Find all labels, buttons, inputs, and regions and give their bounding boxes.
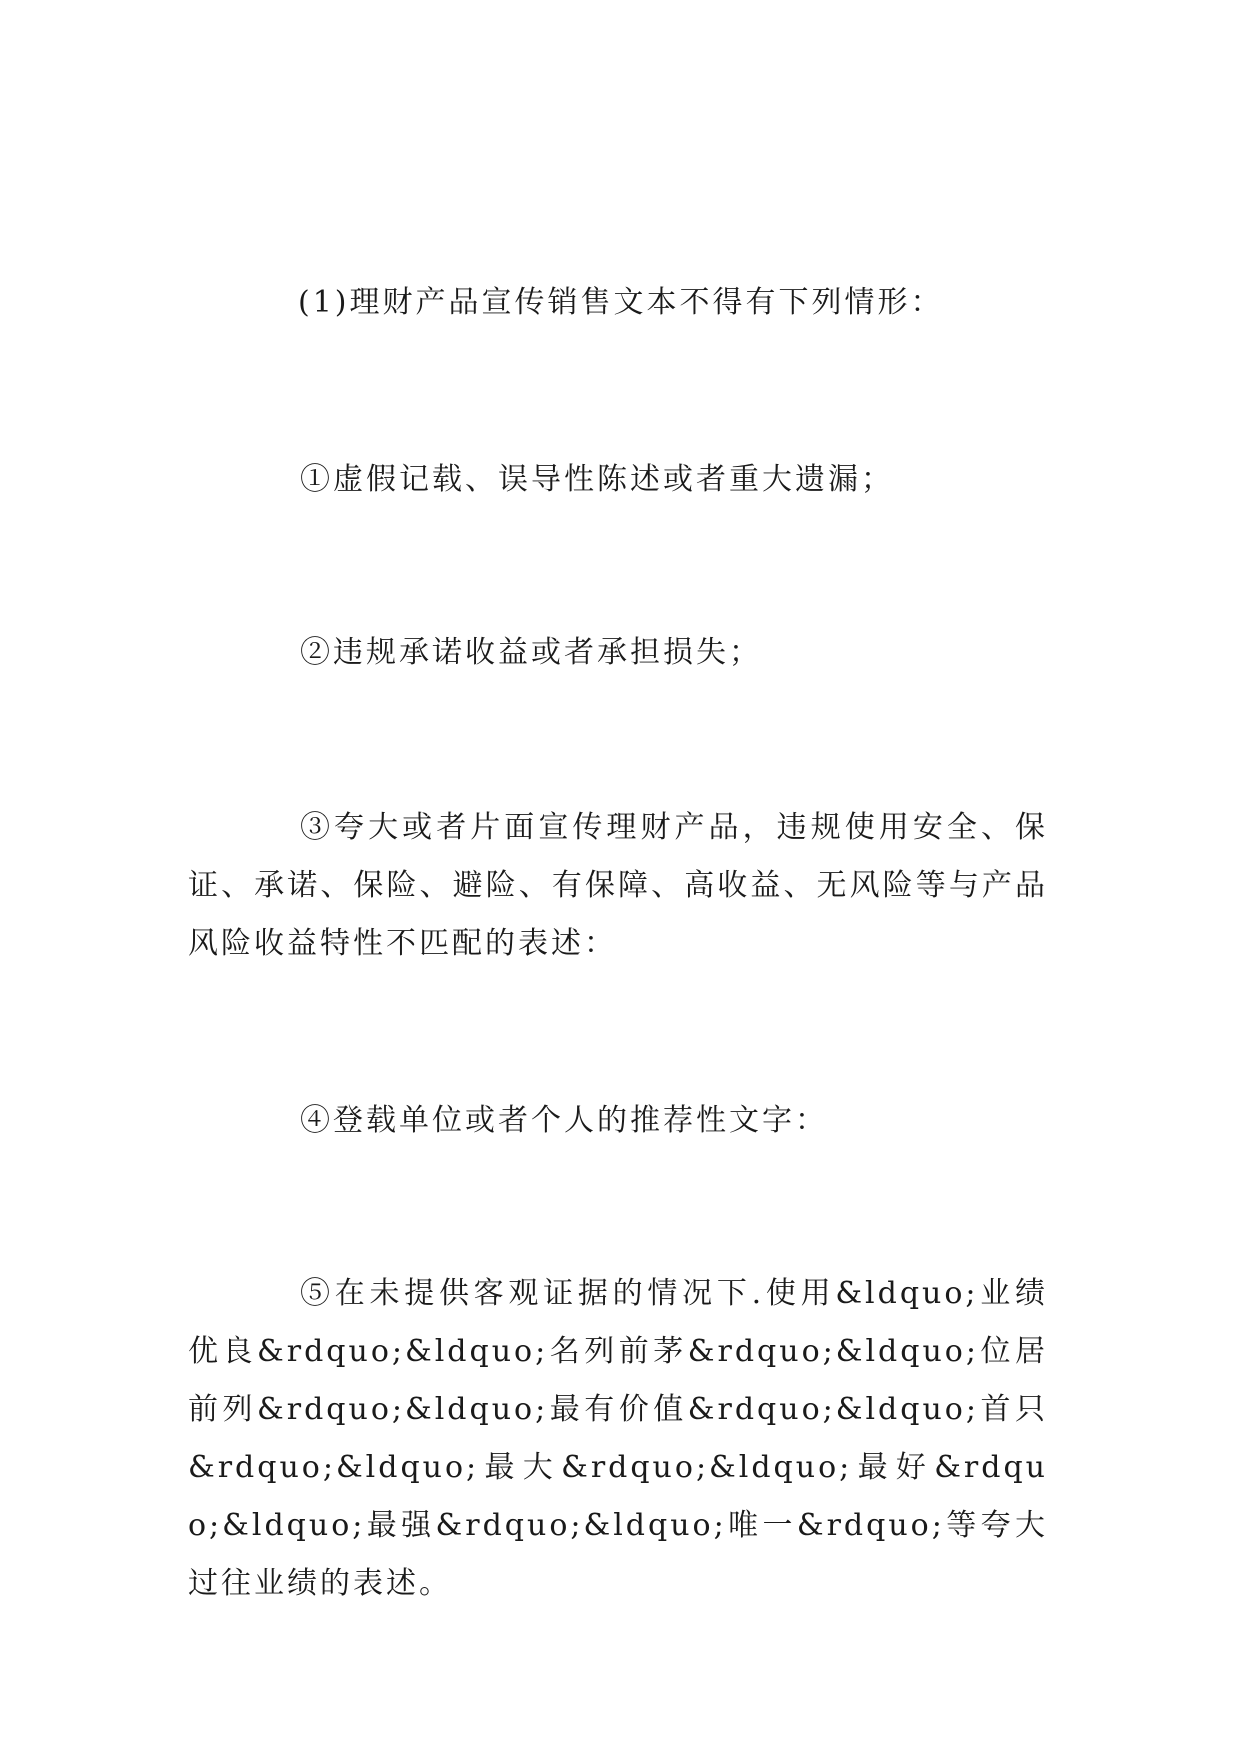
paragraph-item-4: ④登载单位或者个人的推荐性文字： — [300, 1103, 828, 1138]
paragraph-item-3: ③夸大或者片面宣传理财产品，违规使用安全、保证、承诺、保险、避险、有保障、高收益、无风险等与产品风险收益特性不匹配的表述： — [188, 810, 1048, 961]
paragraph-item-2: ②违规承诺收益或者承担损失； — [300, 635, 762, 670]
paragraph-item-5: ⑤在未提供客观证据的情况下.使用&ldquo;业绩优良&rdquo;&ldquo;名列前茅&rdquo;&ldquo;位居前列&rdquo;&ldquo;最有价值&rdquo;&ldquo;首只&rdquo;&ldquo;最大&rdquo;&ldquo;最好&rdquo;&ldquo;最强&rdquo;&ldquo;唯一&rdquo;等夸大过往业绩的表述。 — [188, 1276, 1048, 1601]
paragraph-intro: (1)理财产品宣传销售文本不得有下列情形： — [298, 285, 944, 320]
paragraph-item-1: ①虚假记载、误导性陈述或者重大遗漏； — [300, 462, 894, 497]
